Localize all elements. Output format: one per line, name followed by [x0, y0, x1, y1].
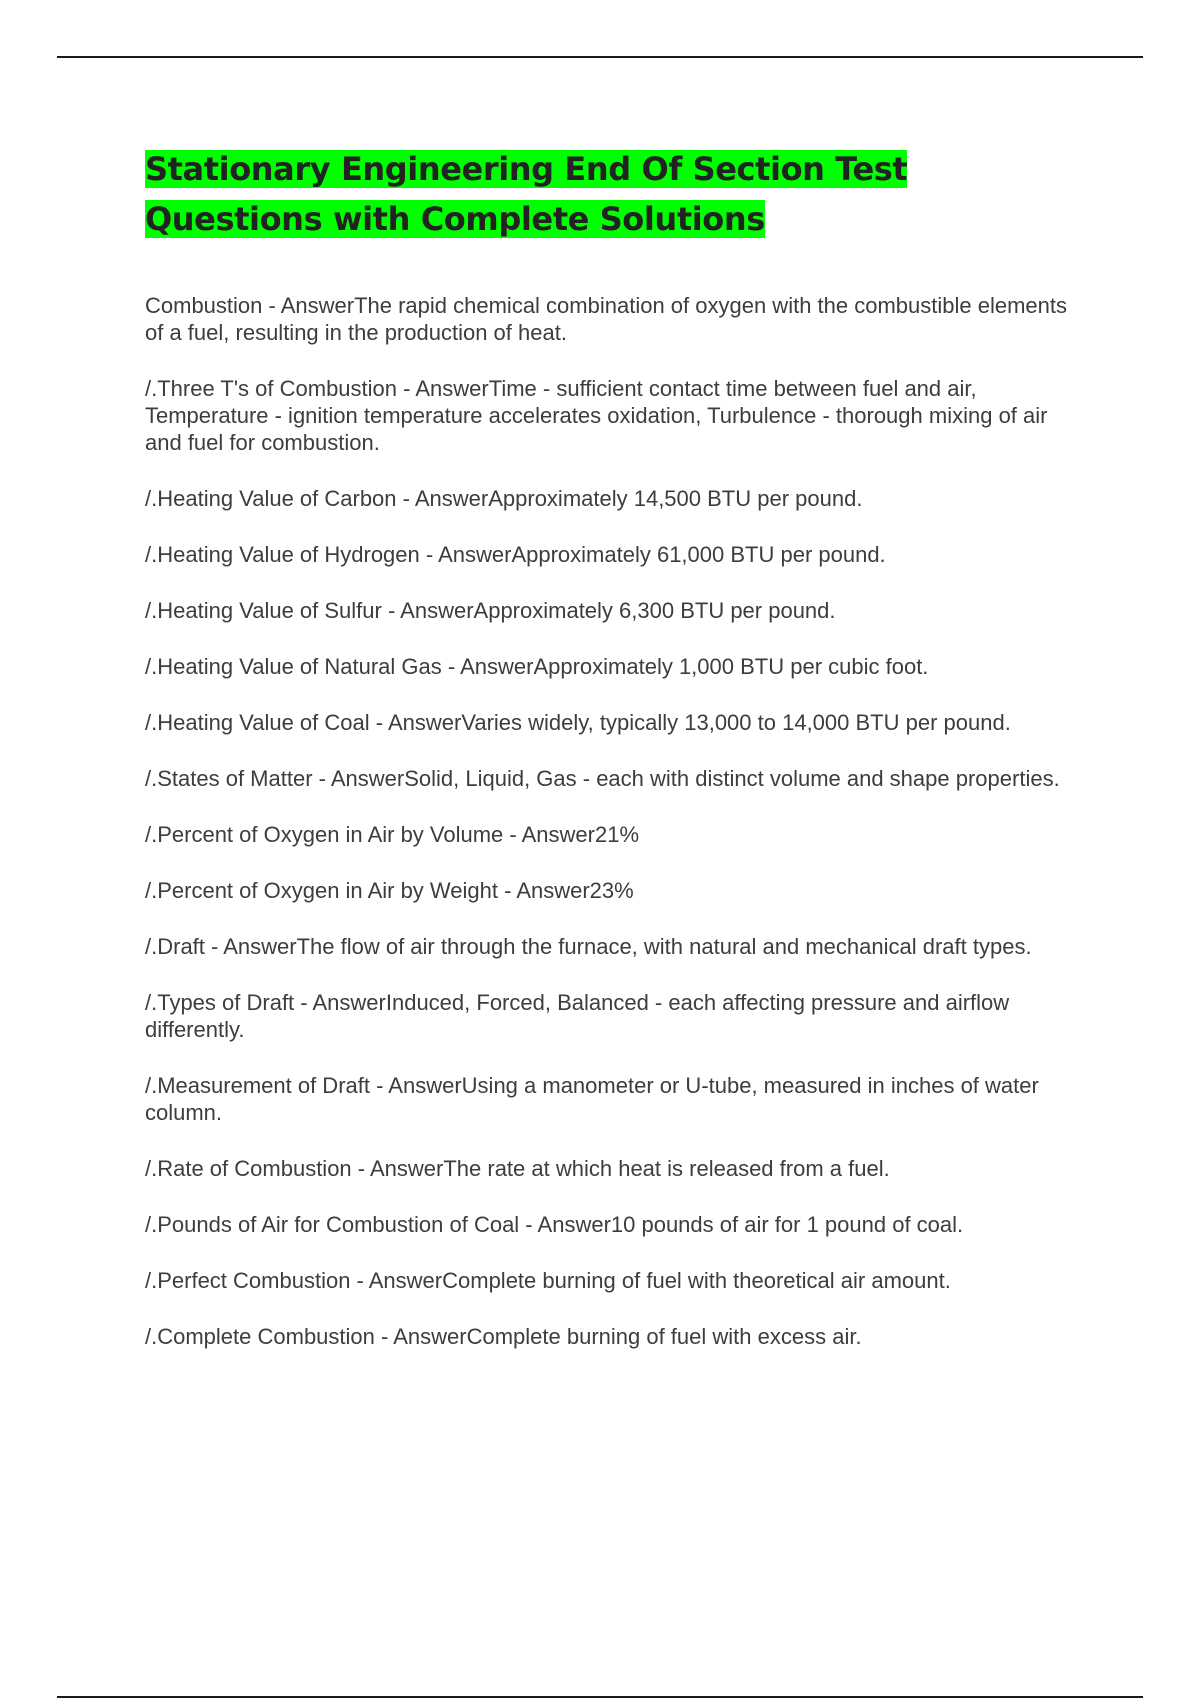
qa-item-carbon: /.Heating Value of Carbon - AnswerApproximately 14,500 BTU per pound.: [145, 486, 863, 511]
qa-item-oxygen-weight: /.Percent of Oxygen in Air by Weight - Answer23%: [145, 878, 634, 903]
footer-rule: [57, 1696, 1143, 1698]
document-title: [145, 144, 1090, 244]
qa-item-combustion: Combustion - AnswerThe rapid chemical combination of oxygen with the combustible elements of a fuel, resulting in the production of heat.: [145, 293, 1068, 345]
qa-item-states-of-matter: /.States of Matter - AnswerSolid, Liquid, Gas - each with distinct volume and shape properties.: [145, 766, 1060, 791]
qa-item-types-of-draft: /.Types of Draft - AnswerInduced, Forced, Balanced - each affecting pressure and airflow differently.: [145, 990, 1010, 1042]
qa-item-three-ts: /.Three T's of Combustion - AnswerTime - sufficient contact time between fuel and air, Temperature - ignition temperature accelerates oxidation, Turbulence - thorough mixing of air and fuel for combustion.: [145, 376, 1048, 455]
qa-item-natural-gas: /.Heating Value of Natural Gas - AnswerApproximately 1,000 BTU per cubic foot.: [145, 654, 929, 679]
qa-item-hydrogen: /.Heating Value of Hydrogen - AnswerApproximately 61,000 BTU per pound.: [145, 542, 886, 567]
qa-item-air-for-coal: /.Pounds of Air for Combustion of Coal - Answer10 pounds of air for 1 pound of coal.: [145, 1212, 964, 1237]
qa-item-coal: /.Heating Value of Coal - AnswerVaries widely, typically 13,000 to 14,000 BTU per pound.: [145, 710, 1011, 735]
qa-item-rate-of-combustion: /.Rate of Combustion - AnswerThe rate at which heat is released from a fuel.: [145, 1156, 890, 1181]
qa-item-complete-combustion: /.Complete Combustion - AnswerComplete burning of fuel with excess air.: [145, 1324, 862, 1349]
header-rule: [57, 56, 1143, 58]
qa-item-oxygen-volume: /.Percent of Oxygen in Air by Volume - Answer21%: [145, 822, 640, 847]
qa-item-measurement-of-draft: /.Measurement of Draft - AnswerUsing a manometer or U-tube, measured in inches of water column.: [145, 1073, 1039, 1125]
document-body: [145, 144, 1090, 1379]
qa-list: [145, 292, 1090, 1350]
qa-item-sulfur: /.Heating Value of Sulfur - AnswerApproximately 6,300 BTU per pound.: [145, 598, 836, 623]
title-highlight: Stationary Engineering End Of Section Test Questions with Complete Solutions: [145, 150, 908, 238]
qa-item-draft: /.Draft - AnswerThe flow of air through the furnace, with natural and mechanical draft types.: [145, 934, 1032, 959]
qa-item-perfect-combustion: /.Perfect Combustion - AnswerComplete burning of fuel with theoretical air amount.: [145, 1268, 951, 1293]
